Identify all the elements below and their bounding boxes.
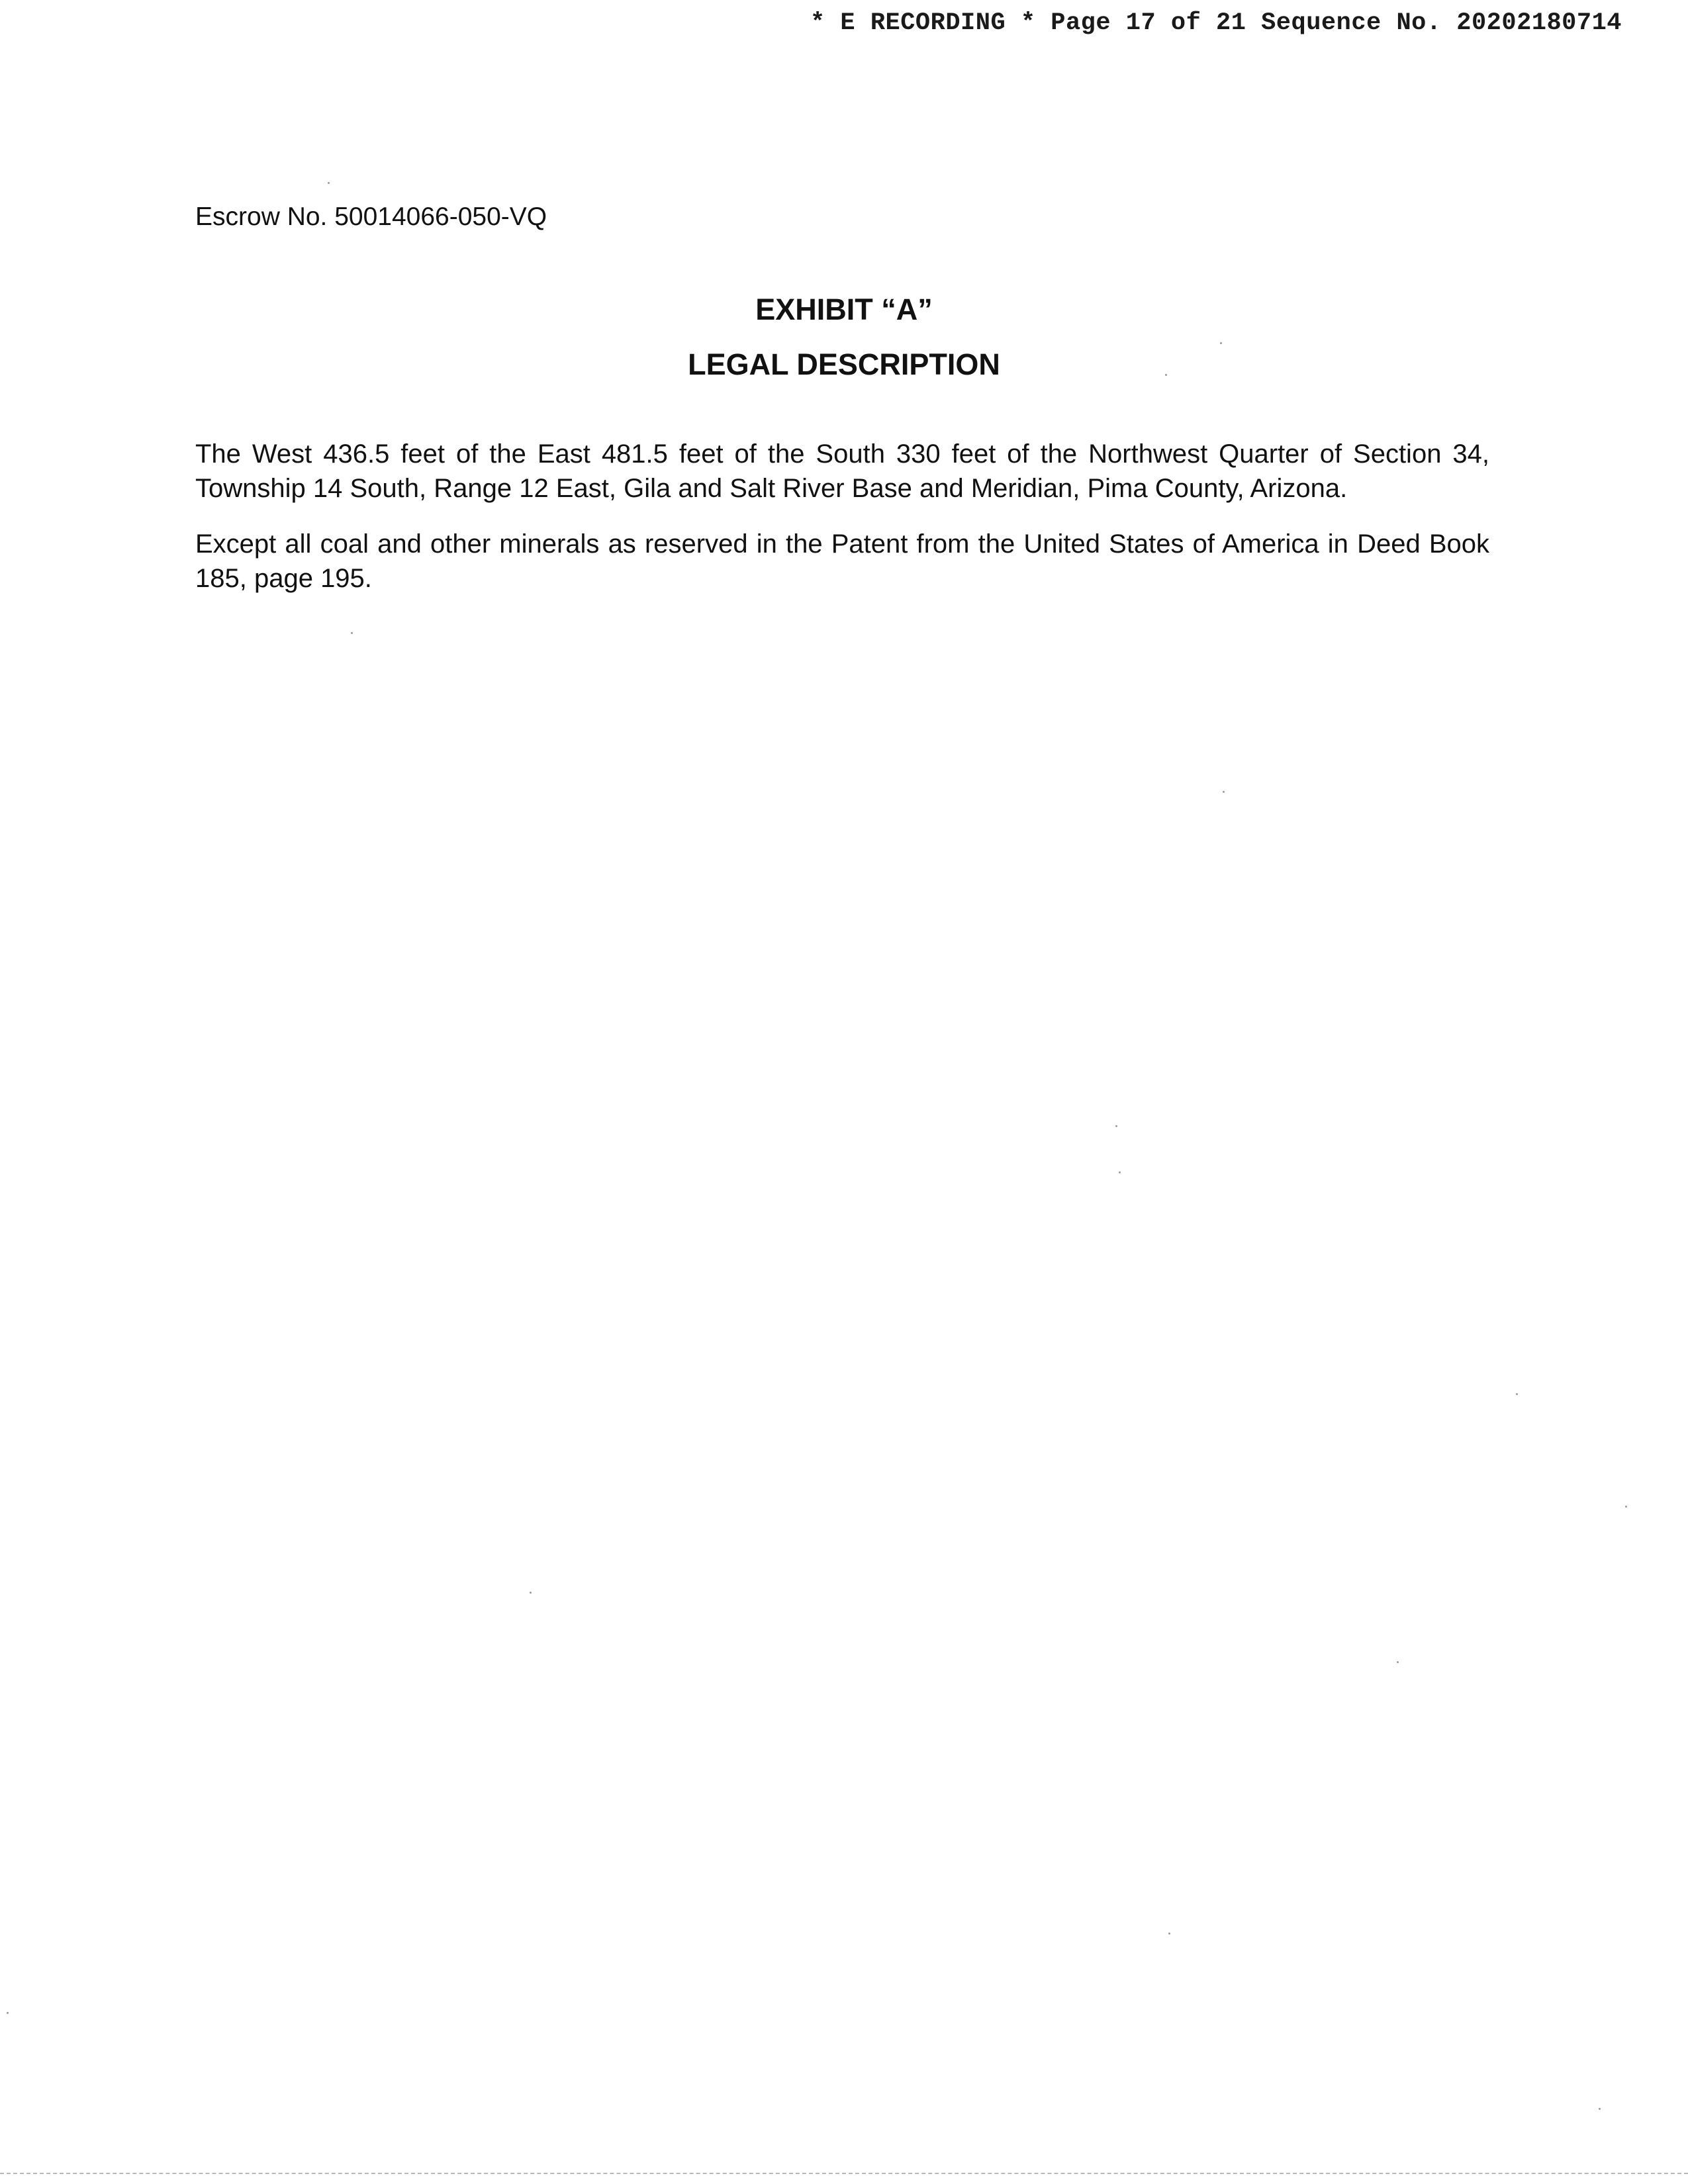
- scan-speck: [1516, 1393, 1518, 1395]
- scan-speck: [7, 2012, 9, 2014]
- scan-speck: [1115, 1125, 1117, 1127]
- scan-speck: [1168, 1933, 1170, 1934]
- scan-speck: [1625, 1506, 1627, 1508]
- scan-speck: [1223, 791, 1225, 793]
- scan-speck: [1599, 2108, 1601, 2110]
- scan-speck: [530, 1592, 532, 1594]
- scan-bottom-edge: [0, 2173, 1688, 2174]
- escrow-number: Escrow No. 50014066-050-VQ: [195, 203, 547, 231]
- mineral-exception-paragraph: Except all coal and other minerals as reserved in the Patent from the United States of America in Deed Book 185, page 195.: [195, 529, 1489, 593]
- section-title: LEGAL DESCRIPTION: [688, 347, 1000, 381]
- scan-speck: [1220, 342, 1222, 344]
- scan-speck: [1165, 374, 1167, 376]
- scan-speck: [1119, 1171, 1121, 1173]
- legal-description-paragraph: The West 436.5 feet of the East 481.5 feet of the South 330 feet of the Northwest Quarter of Section 34, Township 14 South, Range 12 East, Gila and Salt River Base and Meridian, Pima County, Arizona.: [195, 439, 1489, 503]
- recording-stamp-header: * E RECORDING * Page 17 of 21 Sequence No. 20202180714: [810, 9, 1622, 37]
- scan-speck: [351, 632, 353, 634]
- exhibit-title: EXHIBIT “A”: [755, 293, 933, 326]
- scan-speck: [1397, 1661, 1399, 1663]
- scan-speck: [328, 182, 330, 184]
